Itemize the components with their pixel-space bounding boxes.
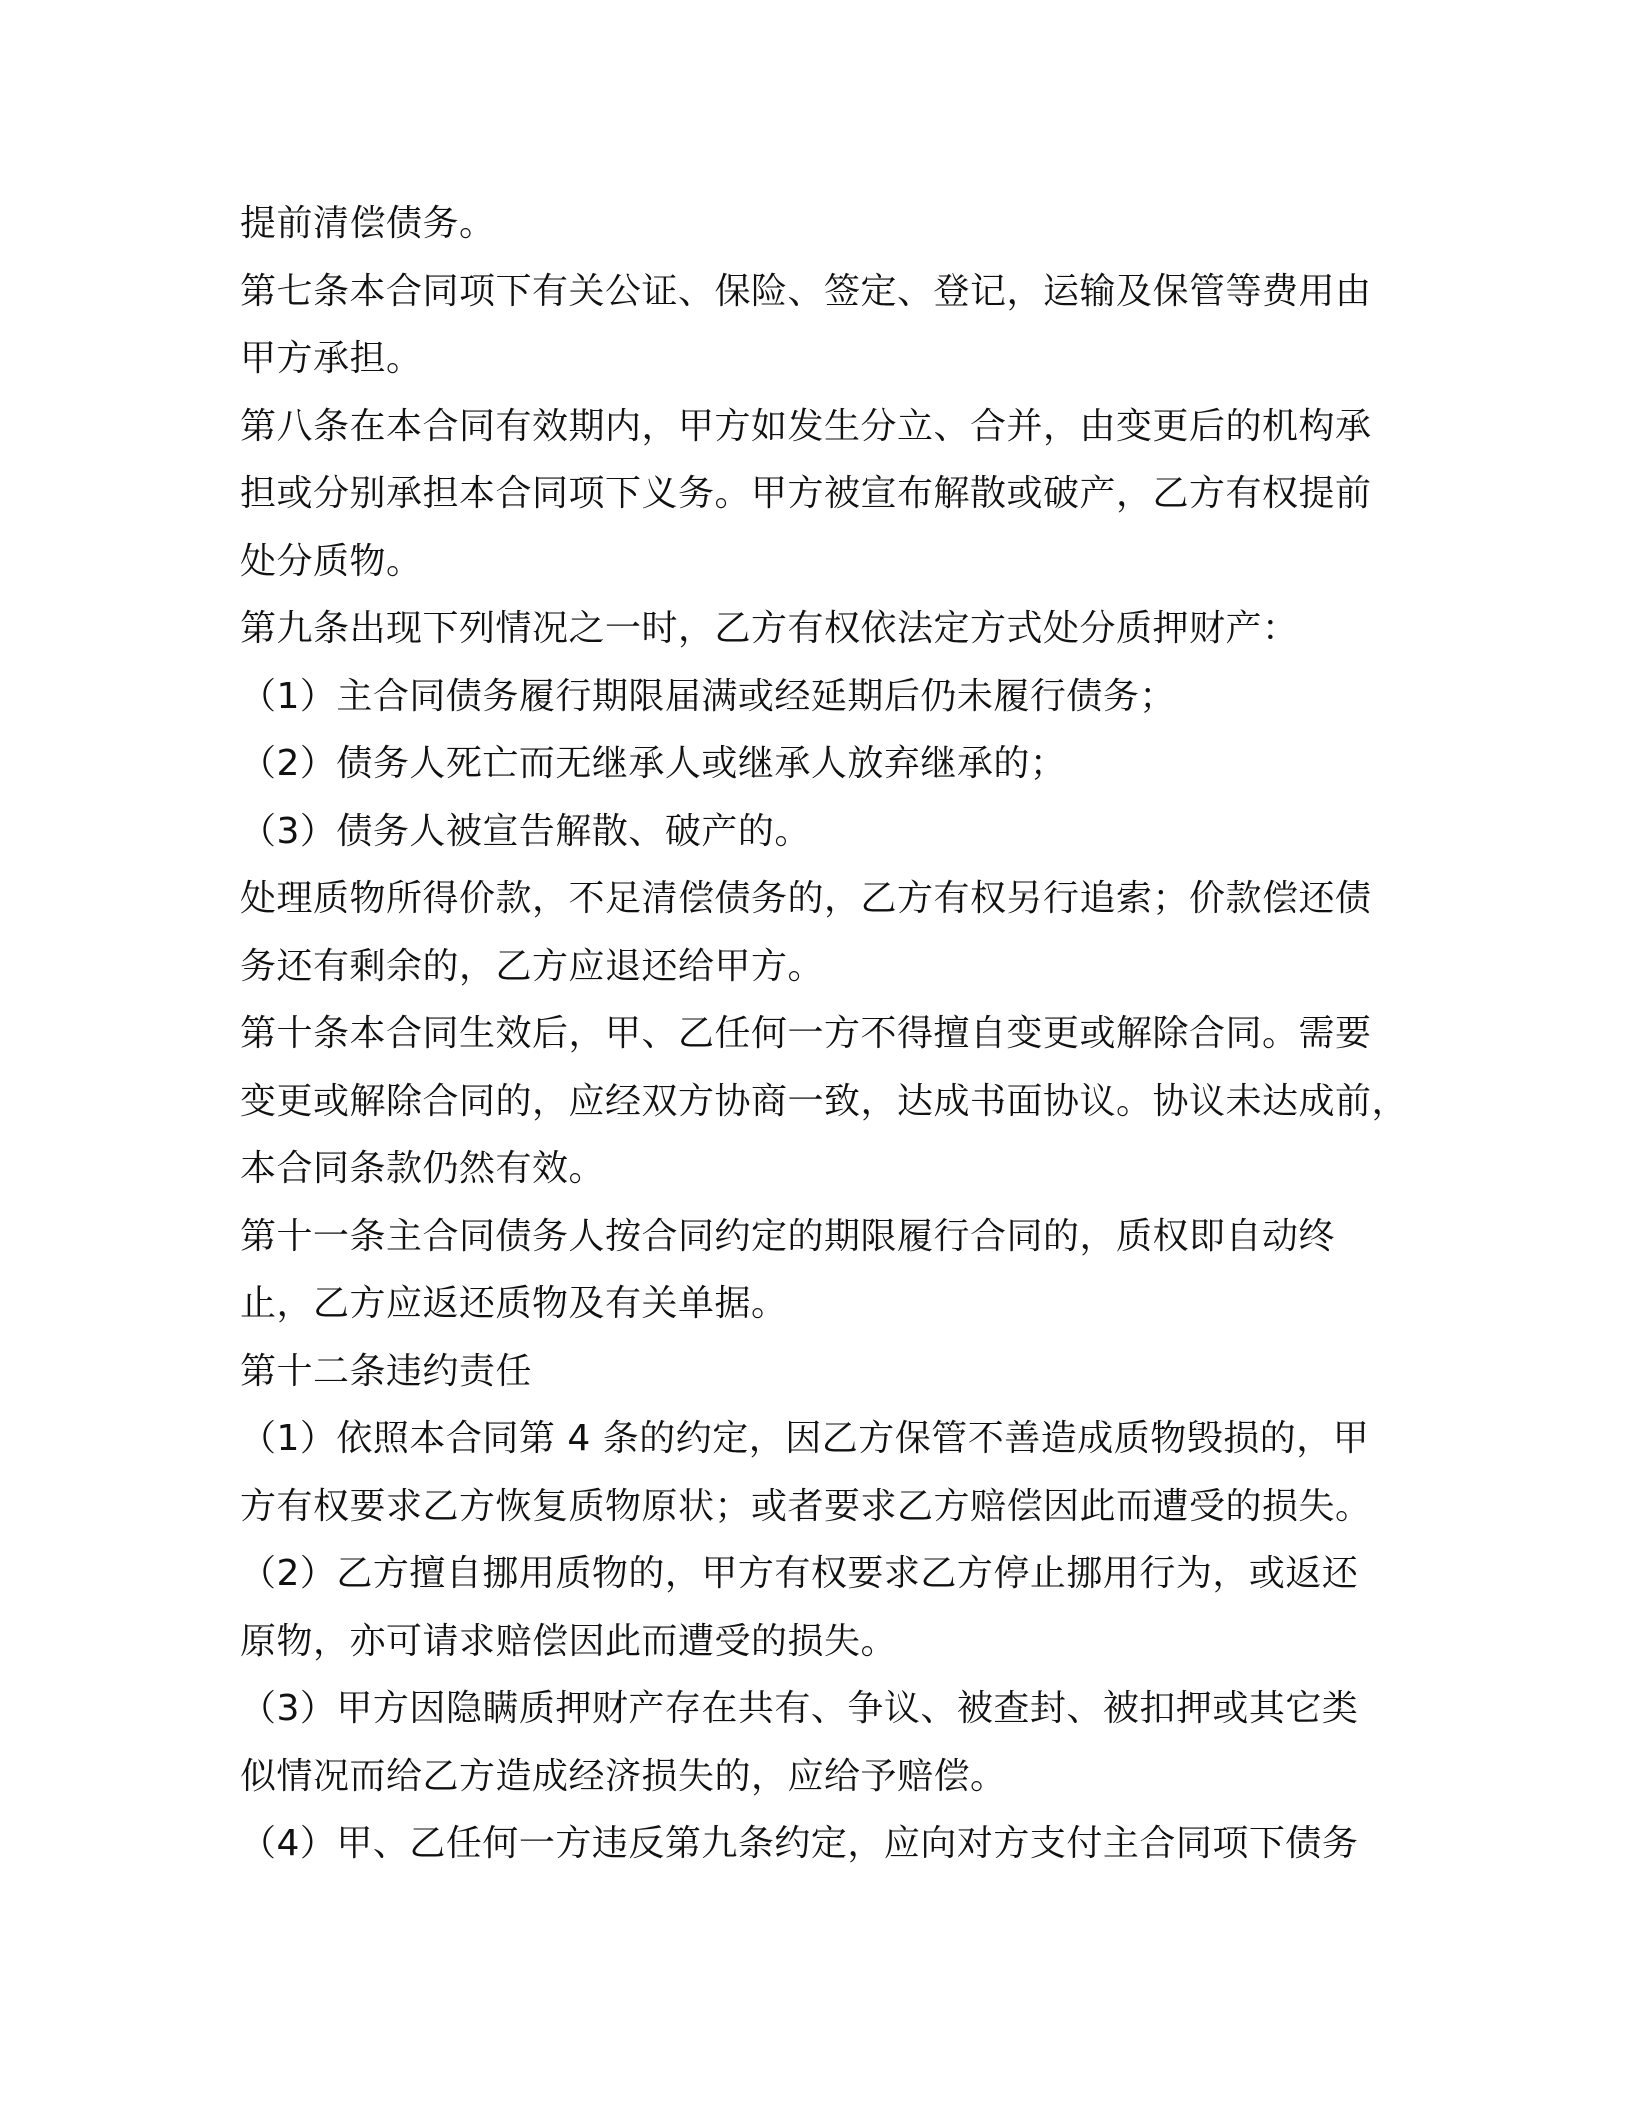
text-line: 甲方承担。 <box>240 338 423 379</box>
text-line: 似情况而给乙方造成经济损失的，应给予赔偿。 <box>240 1755 1007 1797</box>
text-line: 第十条本合同生效后，甲、乙任何一方不得擅自变更或解除合同。需要 <box>240 1013 1372 1054</box>
text-line: 原物，亦可请求赔偿因此而遭受的损失。 <box>240 1620 898 1662</box>
text-line: （1）主合同债务履行期限届满或经延期后仍未履行债务； <box>240 675 1176 717</box>
text-line: （2）债务人死亡而无继承人或继承人放弃继承的； <box>240 743 1067 784</box>
text-line: 提前清偿债务。 <box>240 203 496 244</box>
text-line: （2）乙方擅自挪用质物的，甲方有权要求乙方停止挪用行为，或返还 <box>240 1553 1359 1594</box>
text-line: 务还有剩余的，乙方应退还给甲方。 <box>240 945 825 987</box>
text-line: （3）债务人被宣告解散、破产的。 <box>240 810 811 852</box>
text-line: 第八条在本合同有效期内，甲方如发生分立、合并，由变更后的机构承 <box>240 405 1372 447</box>
text-line: 担或分别承担本合同项下义务。甲方被宣布解散或破产，乙方有权提前 <box>240 473 1372 514</box>
text-line: （1）依照本合同第 4 条的约定，因乙方保管不善造成质物毁损的，甲 <box>240 1418 1370 1459</box>
text-line: 第七条本合同项下有关公证、保险、签定、登记，运输及保管等费用由 <box>240 270 1372 312</box>
contract-body-text <box>240 190 1409 1878</box>
text-line: 第十一条主合同债务人按合同约定的期限履行合同的，质权即自动终 <box>240 1215 1336 1257</box>
text-line: 第九条出现下列情况之一时，乙方有权依法定方式处分质押财产： <box>240 608 1299 649</box>
text-line: 处分质物。 <box>240 540 423 582</box>
text-line: 处理质物所得价款，不足清偿债务的，乙方有权另行追索；价款偿还债 <box>240 878 1372 919</box>
text-line: （3）甲方因隐瞒质押财产存在共有、争议、被查封、被扣押或其它类 <box>240 1688 1359 1729</box>
text-line: 本合同条款仍然有效。 <box>240 1148 606 1189</box>
text-line: 方有权要求乙方恢复质物原状；或者要求乙方赔偿因此而遭受的损失。 <box>240 1485 1372 1527</box>
text-line: （4）甲、乙任何一方违反第九条约定，应向对方支付主合同项下债务 <box>240 1823 1359 1864</box>
text-line: 第十二条违约责任 <box>240 1350 533 1392</box>
text-line: 变更或解除合同的，应经双方协商一致，达成书面协议。协议未达成前， <box>240 1080 1409 1122</box>
text-line: 止，乙方应返还质物及有关单据。 <box>240 1283 788 1324</box>
